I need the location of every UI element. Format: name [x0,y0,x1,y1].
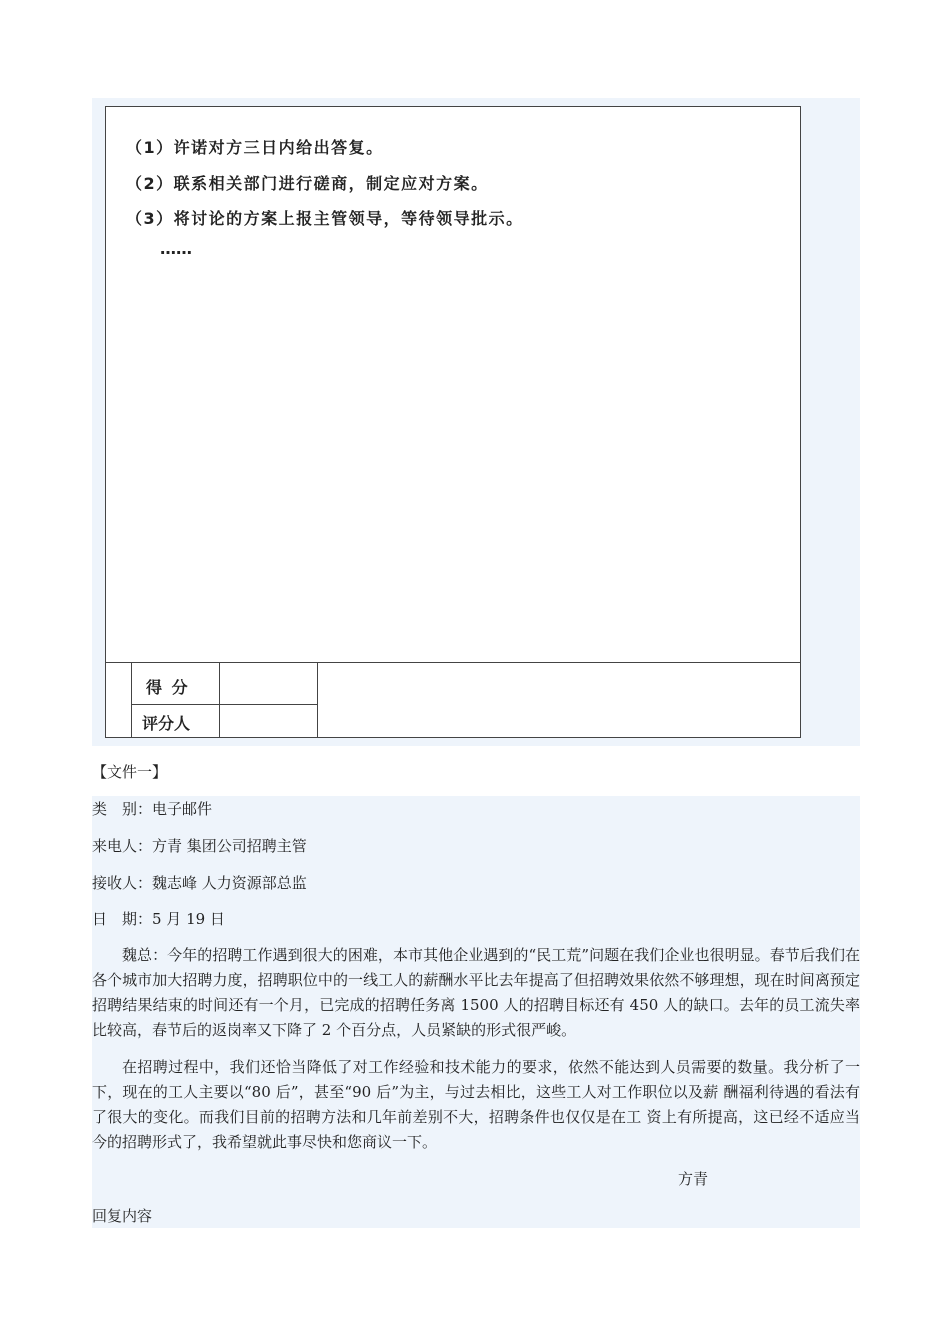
reply-label: 回复内容 [92,1207,153,1225]
email-paragraph-2: 在招聘过程中，我们还恰当降低了对工作经验和技术能力的要求，依然不能达到人员需要的数量。我分析了一下，现在的工人主要以“80 后”，甚至“90 后”为主，与过去相比，这些工人对工作职位以及薪 酬福利待遇的看法有了很大的变化。而我们目前的招聘方法和几年前差别不大，招聘条件也仅仅是在工 资上有所提高，这已经不适应当今的招聘形式了，我希望就此事尽快和您商议一下。 [92,1058,860,1151]
score-table [106,662,800,738]
score-remarks-field [320,666,796,736]
email-date: 日 期：5 月 19 日 [92,910,225,928]
email-signature: 方青 [678,1170,709,1188]
table-divider [131,663,132,738]
score-value-field [222,666,315,702]
answer-line-3: （3）将讨论的方案上报主管领导，等待领导批示。 [126,209,524,228]
email-paragraph-1: 魏总：今年的招聘工作遇到很大的困难，本市其他企业遇到的“民工荒”问题在我们企业也很明显。春节后我们在各个城市加大招聘力度，招聘职位中的一线工人的薪酬水平比去年提高了但招聘效果依然不够理想，现在时间离预定招聘结果结束的时间还有一个月，已完成的招聘任务离 1500 人的招聘目标还有 450 人的缺口。去年的员工流失率比较高，春节后的返岗率又下降了 2 个百分点，人员紧缺的形式很严峻。 [92,946,860,1039]
answer-sheet [105,106,801,738]
email-type: 类 别：电子邮件 [92,800,213,818]
score-label: 得 分 [146,678,190,697]
table-divider [131,704,318,705]
grader-value-field [222,707,315,735]
table-divider [317,663,318,738]
email-receiver: 接收人：魏志峰 人力资源部总监 [92,874,307,892]
grader-label: 评分人 [142,714,191,733]
section-title: 【文件一】 [92,763,168,781]
email-sender: 来电人：方青 集团公司招聘主管 [92,837,307,855]
answer-ellipsis: …… [160,239,192,258]
table-divider [219,663,220,738]
answer-line-1: （1）许诺对方三日内给出答复。 [126,138,384,157]
answer-line-2: （2）联系相关部门进行磋商，制定应对方案。 [126,174,489,193]
